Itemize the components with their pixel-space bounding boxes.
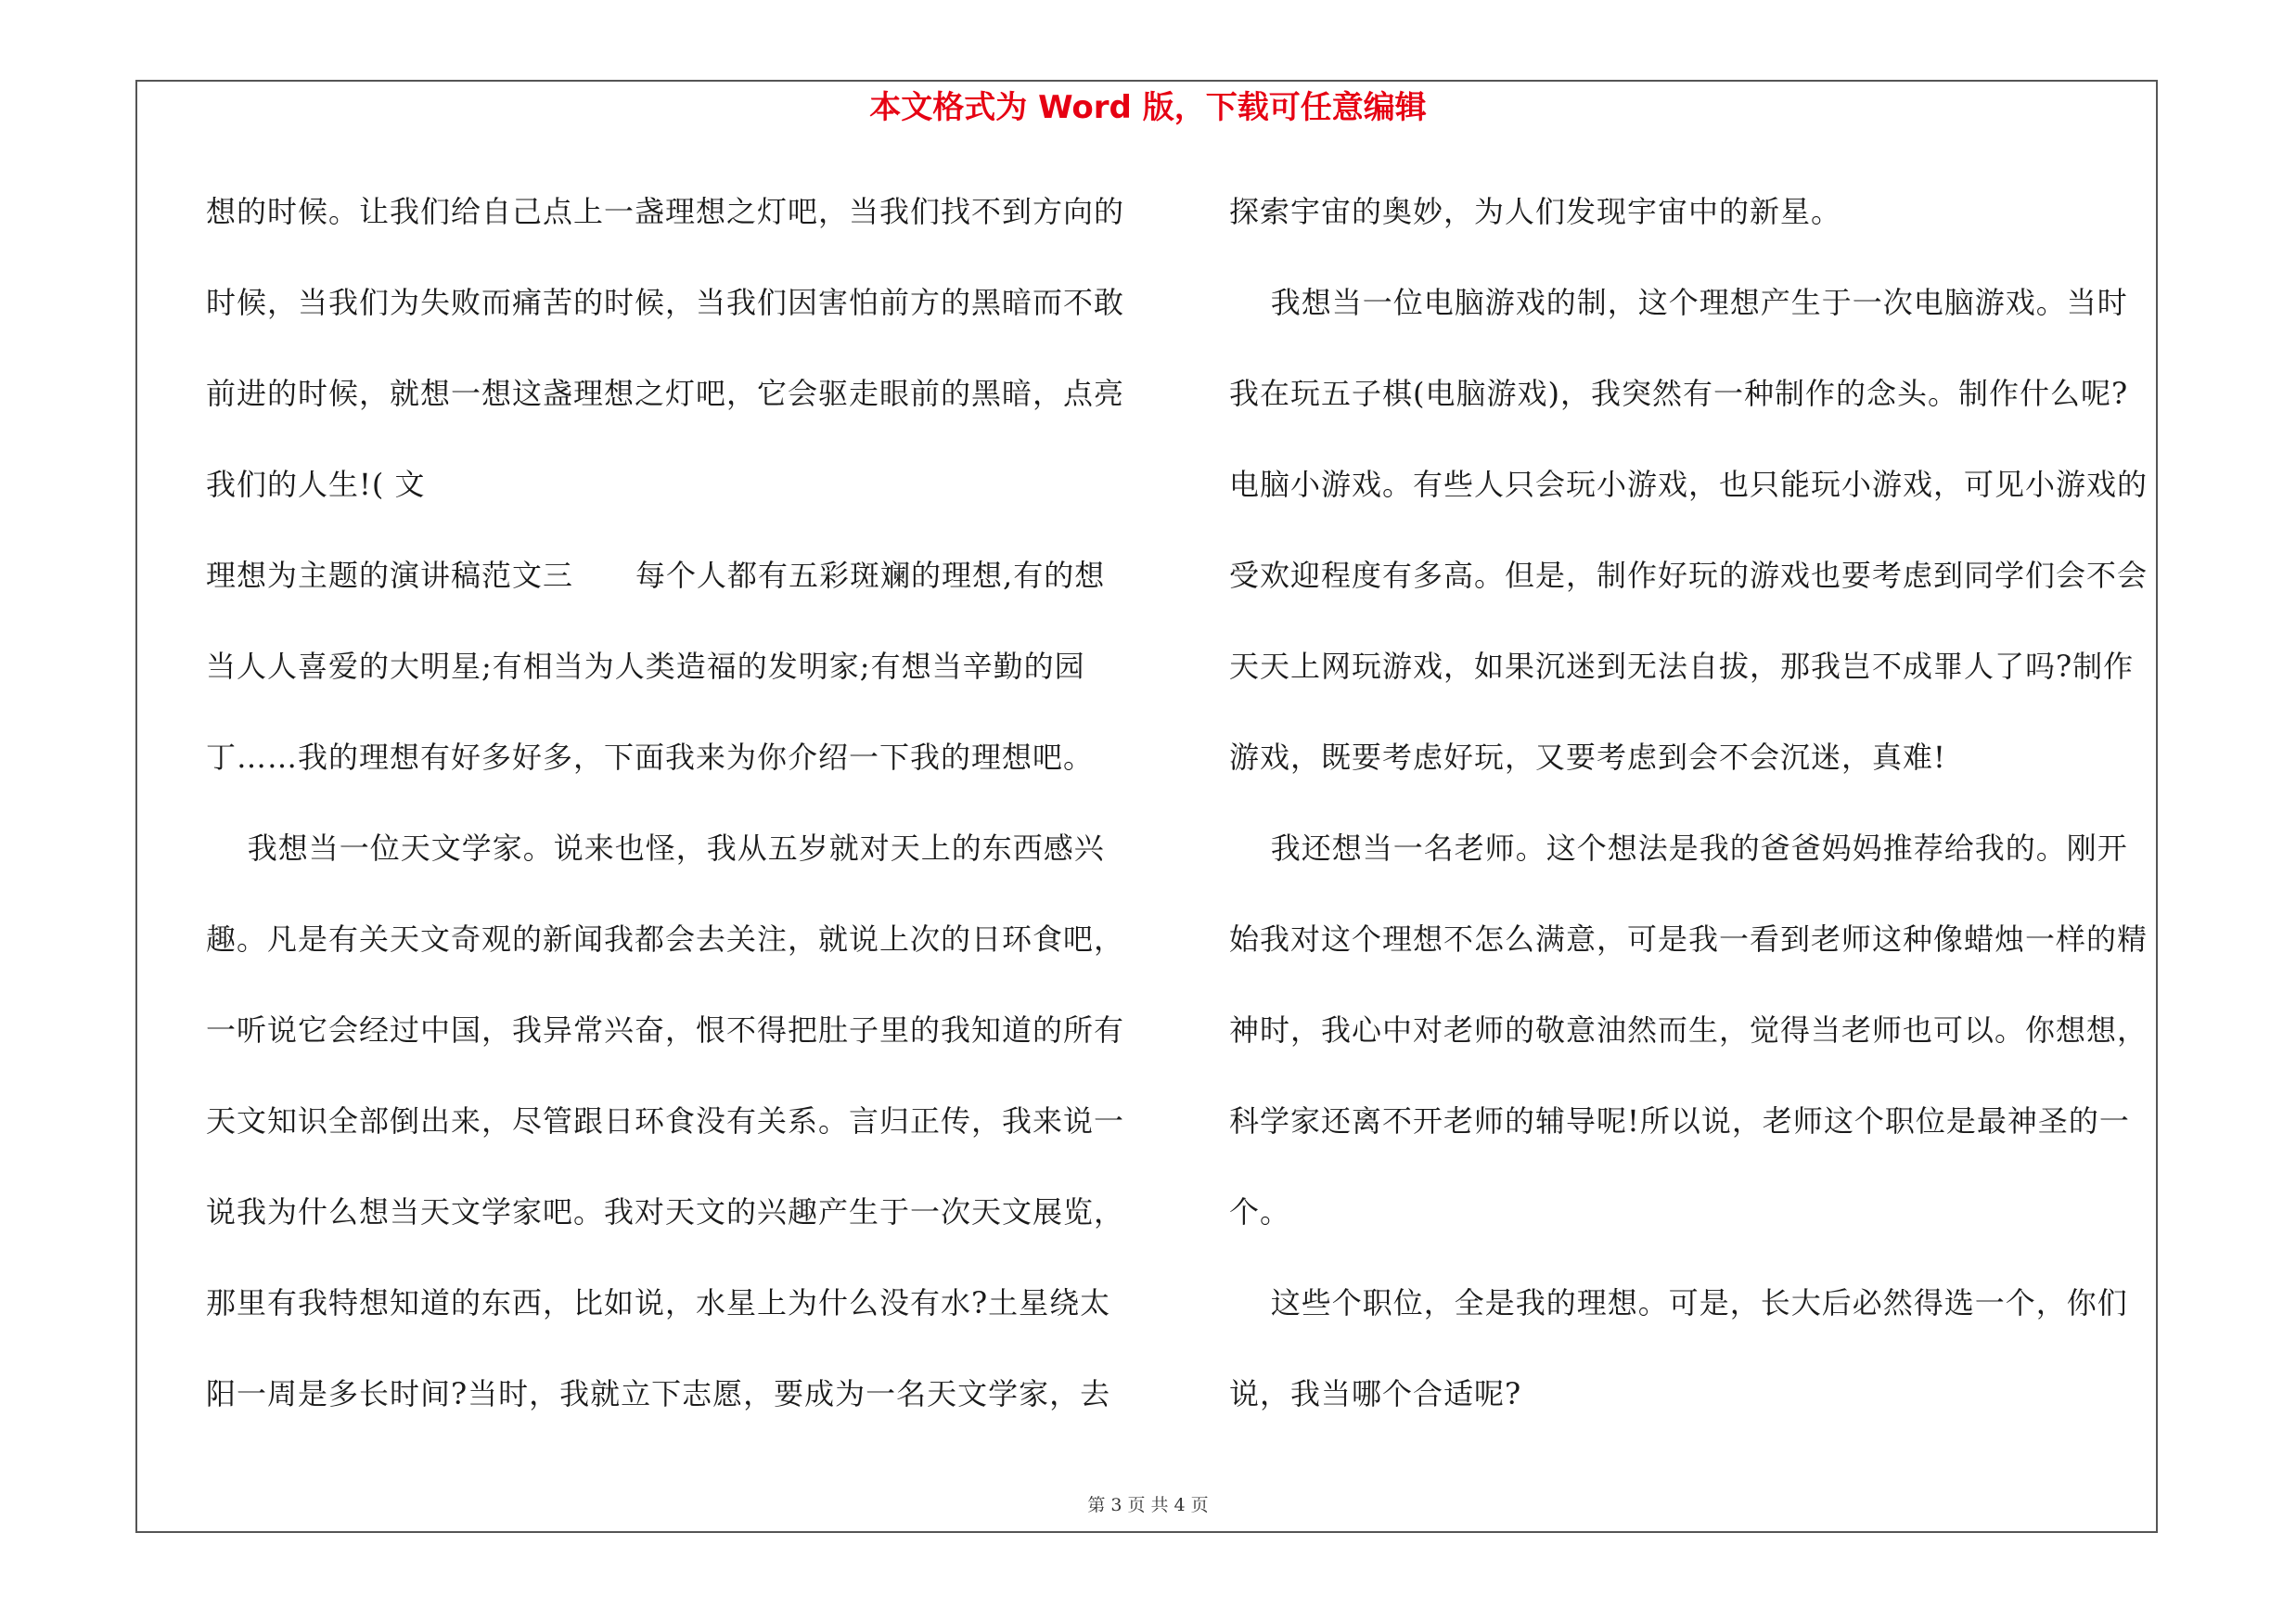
text-line: 我还想当一名老师。这个想法是我的爸爸妈妈推荐给我的。刚开	[1229, 831, 2128, 866]
text-line: 我想当一位天文学家。说来也怪，我从五岁就对天上的东西感兴	[206, 831, 1105, 866]
text-line: 始我对这个理想不怎么满意，可是我一看到老师这种像蜡烛一样的精	[1229, 921, 2148, 957]
text-line: 我想当一位电脑游戏的制，这个理想产生于一次电脑游戏。当时	[1229, 285, 2128, 320]
text-line: 游戏，既要考虑好玩，又要考虑到会不会沉迷，真难!	[1229, 740, 1946, 775]
text-line: 趣。凡是有关天文奇观的新闻我都会去关注，就说上次的日环食吧，	[206, 921, 1125, 957]
text-line: 时候，当我们为失败而痛苦的时候，当我们因害怕前方的黑暗而不敢	[206, 285, 1125, 320]
text-line: 我在玩五子棋(电脑游戏)，我突然有一种制作的念头。制作什么呢?	[1229, 376, 2129, 411]
text-line: 科学家还离不开老师的辅导呢!所以说，老师这个职位是最神圣的一	[1229, 1103, 2130, 1139]
text-line: 前进的时候，就想一想这盏理想之灯吧，它会驱走眼前的黑暗，点亮	[206, 376, 1125, 411]
left-text-column	[206, 184, 1143, 1457]
text-line: 受欢迎程度有多高。但是，制作好玩的游戏也要考虑到同学们会不会	[1229, 558, 2148, 593]
right-text-column	[1229, 184, 2161, 1457]
text-line: 当人人喜爱的大明星;有相当为人类造福的发明家;有想当辛勤的园	[206, 649, 1085, 684]
text-line: 阳一周是多长时间?当时，我就立下志愿，要成为一名天文学家，去	[206, 1376, 1111, 1411]
text-line: 我们的人生!( 文	[206, 467, 426, 502]
text-line: 一听说它会经过中国，我异常兴奋，恨不得把肚子里的我知道的所有	[206, 1012, 1125, 1048]
document-header-title: 本文格式为 Word 版，下载可任意编辑	[869, 89, 1427, 126]
text-line: 理想为主题的演讲稿范文三 每个人都有五彩斑斓的理想,有的想	[206, 558, 1106, 593]
text-line: 说我为什么想当天文学家吧。我对天文的兴趣产生于一次天文展览，	[206, 1194, 1125, 1230]
text-line: 想的时候。让我们给自己点上一盏理想之灯吧，当我们找不到方向的	[206, 194, 1125, 229]
text-line: 丁……我的理想有好多好多，下面我来为你介绍一下我的理想吧。	[206, 740, 1095, 775]
page-number-footer: 第 3 页 共 4 页	[1087, 1495, 1209, 1515]
text-line: 天文知识全部倒出来，尽管跟日环食没有关系。言归正传，我来说一	[206, 1103, 1125, 1139]
text-line: 说，我当哪个合适呢?	[1229, 1376, 1522, 1411]
text-line: 神时，我心中对老师的敬意油然而生，觉得当老师也可以。你想想，	[1229, 1012, 2148, 1048]
text-line: 这些个职位，全是我的理想。可是，长大后必然得选一个，你们	[1229, 1285, 2128, 1320]
text-line: 个。	[1229, 1194, 1291, 1230]
text-line: 那里有我特想知道的东西，比如说，水星上为什么没有水?土星绕太	[206, 1285, 1111, 1320]
text-line: 电脑小游戏。有些人只会玩小游戏，也只能玩小游戏，可见小游戏的	[1229, 467, 2148, 502]
text-line: 天天上网玩游戏，如果沉迷到无法自拔，那我岂不成罪人了吗?制作	[1229, 649, 2135, 684]
text-line: 探索宇宙的奥妙，为人们发现宇宙中的新星。	[1229, 194, 1842, 229]
